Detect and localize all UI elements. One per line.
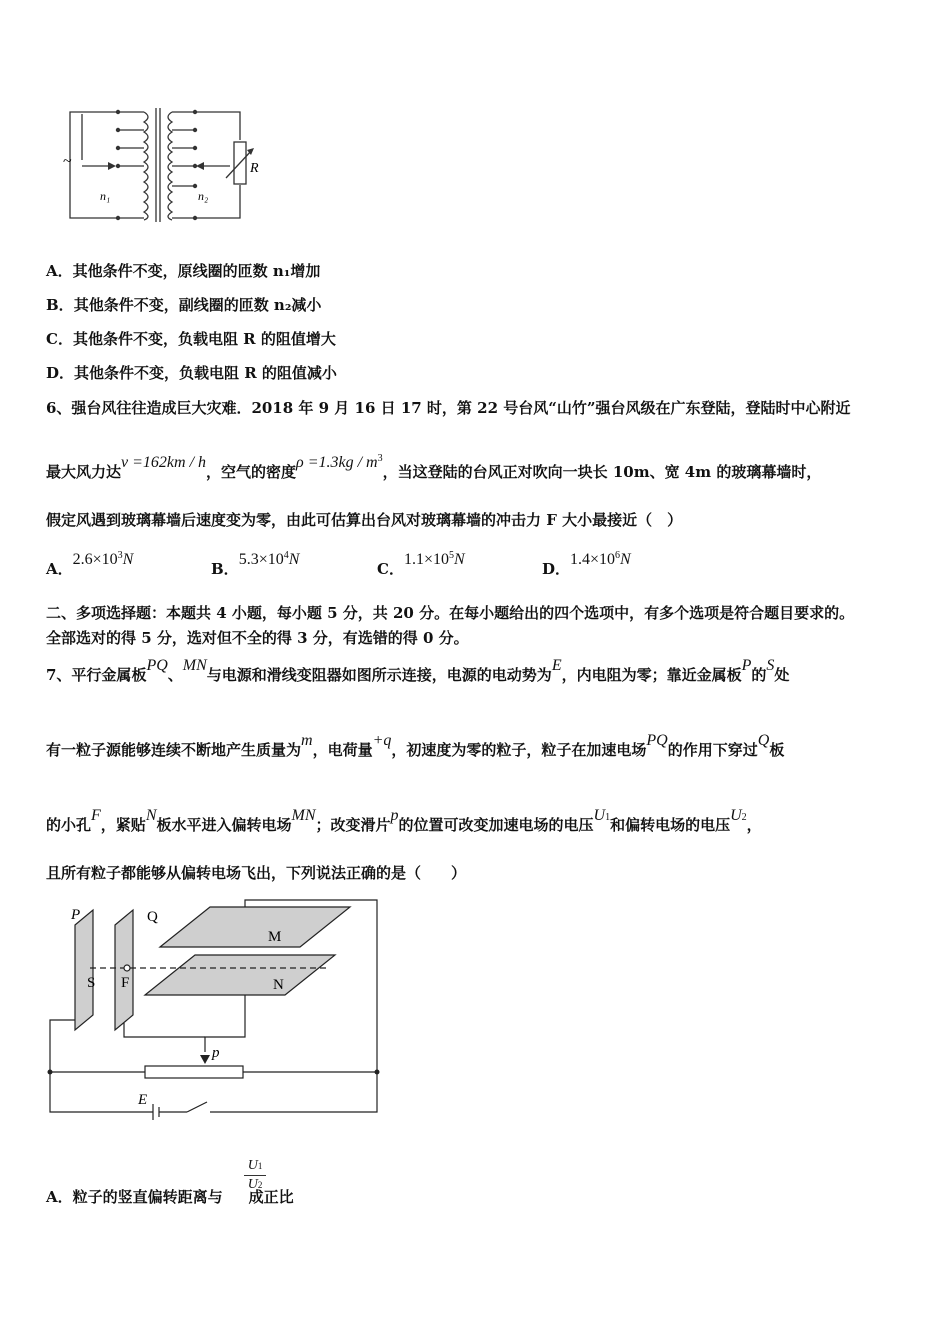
q7-option-a: A．粒子的竖直偏转距离与 成正比 (46, 1182, 294, 1207)
label-P: P (71, 907, 81, 923)
q6-line2: 最大风力达v =162km / h，空气的密度$\rho =1.3kg / m^3$，当这登陆的台风正对吹向一块长 10m、宽 4m 的玻璃幕墙时， (46, 453, 822, 481)
q5-option-d: D．其他条件不变，负载电阻 R 的阻值减小 (46, 364, 337, 382)
tilde-label: ~ (63, 153, 72, 170)
section2-line2: 全部选对的得 5 分，选对但不全的得 3 分，有选错的得 0 分。 (46, 629, 469, 647)
label-p: p (212, 1045, 220, 1061)
label-F: F (121, 975, 130, 991)
label-S: S (87, 975, 96, 991)
q5-option-a: A．其他条件不变，原线圈的匝数 n₁增加 (46, 262, 321, 280)
r-label: R (250, 161, 259, 176)
label-M: M (268, 929, 282, 945)
n2-label: n₂ (198, 189, 209, 203)
q5-option-b: B．其他条件不变，副线圈的匝数 n₂减小 (46, 296, 322, 314)
q7-line1: 7、平行金属板PQ、MN与电源和滑线变阻器如图所示连接，电源的电动势为E，内电阻为零；靠近金属板P的S处 (46, 657, 790, 684)
q6-option-a: A．$2.6\times 10^3N$ (46, 550, 134, 578)
q6-line3: 假定风遇到玻璃幕墙后速度变为零，由此可估算出台风对玻璃幕墙的冲击力 F 大小最接近（ ） (46, 511, 683, 529)
n1-label: n₁ (100, 189, 111, 203)
q6-option-b: B．$5.3\times 10^4N$ (211, 550, 300, 578)
q5-option-c: C．其他条件不变，负载电阻 R 的阻值增大 (46, 330, 336, 348)
q6-option-d: D．$1.4\times 10^6N$ (542, 550, 631, 578)
section2-line1: 二、多项选择题：本题共 4 小题，每小题 5 分，共 20 分。在每小题给出的四个选项中，有多个选项是符合题目要求的。 (46, 604, 855, 622)
transformer-figure (60, 100, 280, 225)
q6-option-c: C．$1.1\times 10^5N$ (377, 550, 465, 578)
fraction-stack: U1 U2 (244, 1158, 266, 1193)
q7-line2: 有一粒子源能够连续不断地产生质量为m，电荷量+q，初速度为零的粒子，粒子在加速电场PQ的作用下穿过Q板 (46, 732, 785, 759)
label-N: N (273, 977, 284, 993)
circuit-figure (45, 895, 385, 1120)
label-Q: Q (147, 909, 158, 925)
q7-line4: 且所有粒子都能够从偏转电场飞出，下列说法正确的是（ ） (46, 864, 467, 882)
q7-line3: 的小孔F，紧贴N板水平进入偏转电场MN；改变滑片p的位置可改变加速电场的电压$U^1$和偏转电场的电压$U^2$， (46, 807, 762, 834)
q6-line1: 6、强台风往往造成巨大灾难．2018 年 9 月 16 日 17 时，第 22 号台风“山竹”强台风级在广东登陆，登陆时中心附近 (46, 399, 851, 417)
label-E: E (138, 1092, 148, 1108)
